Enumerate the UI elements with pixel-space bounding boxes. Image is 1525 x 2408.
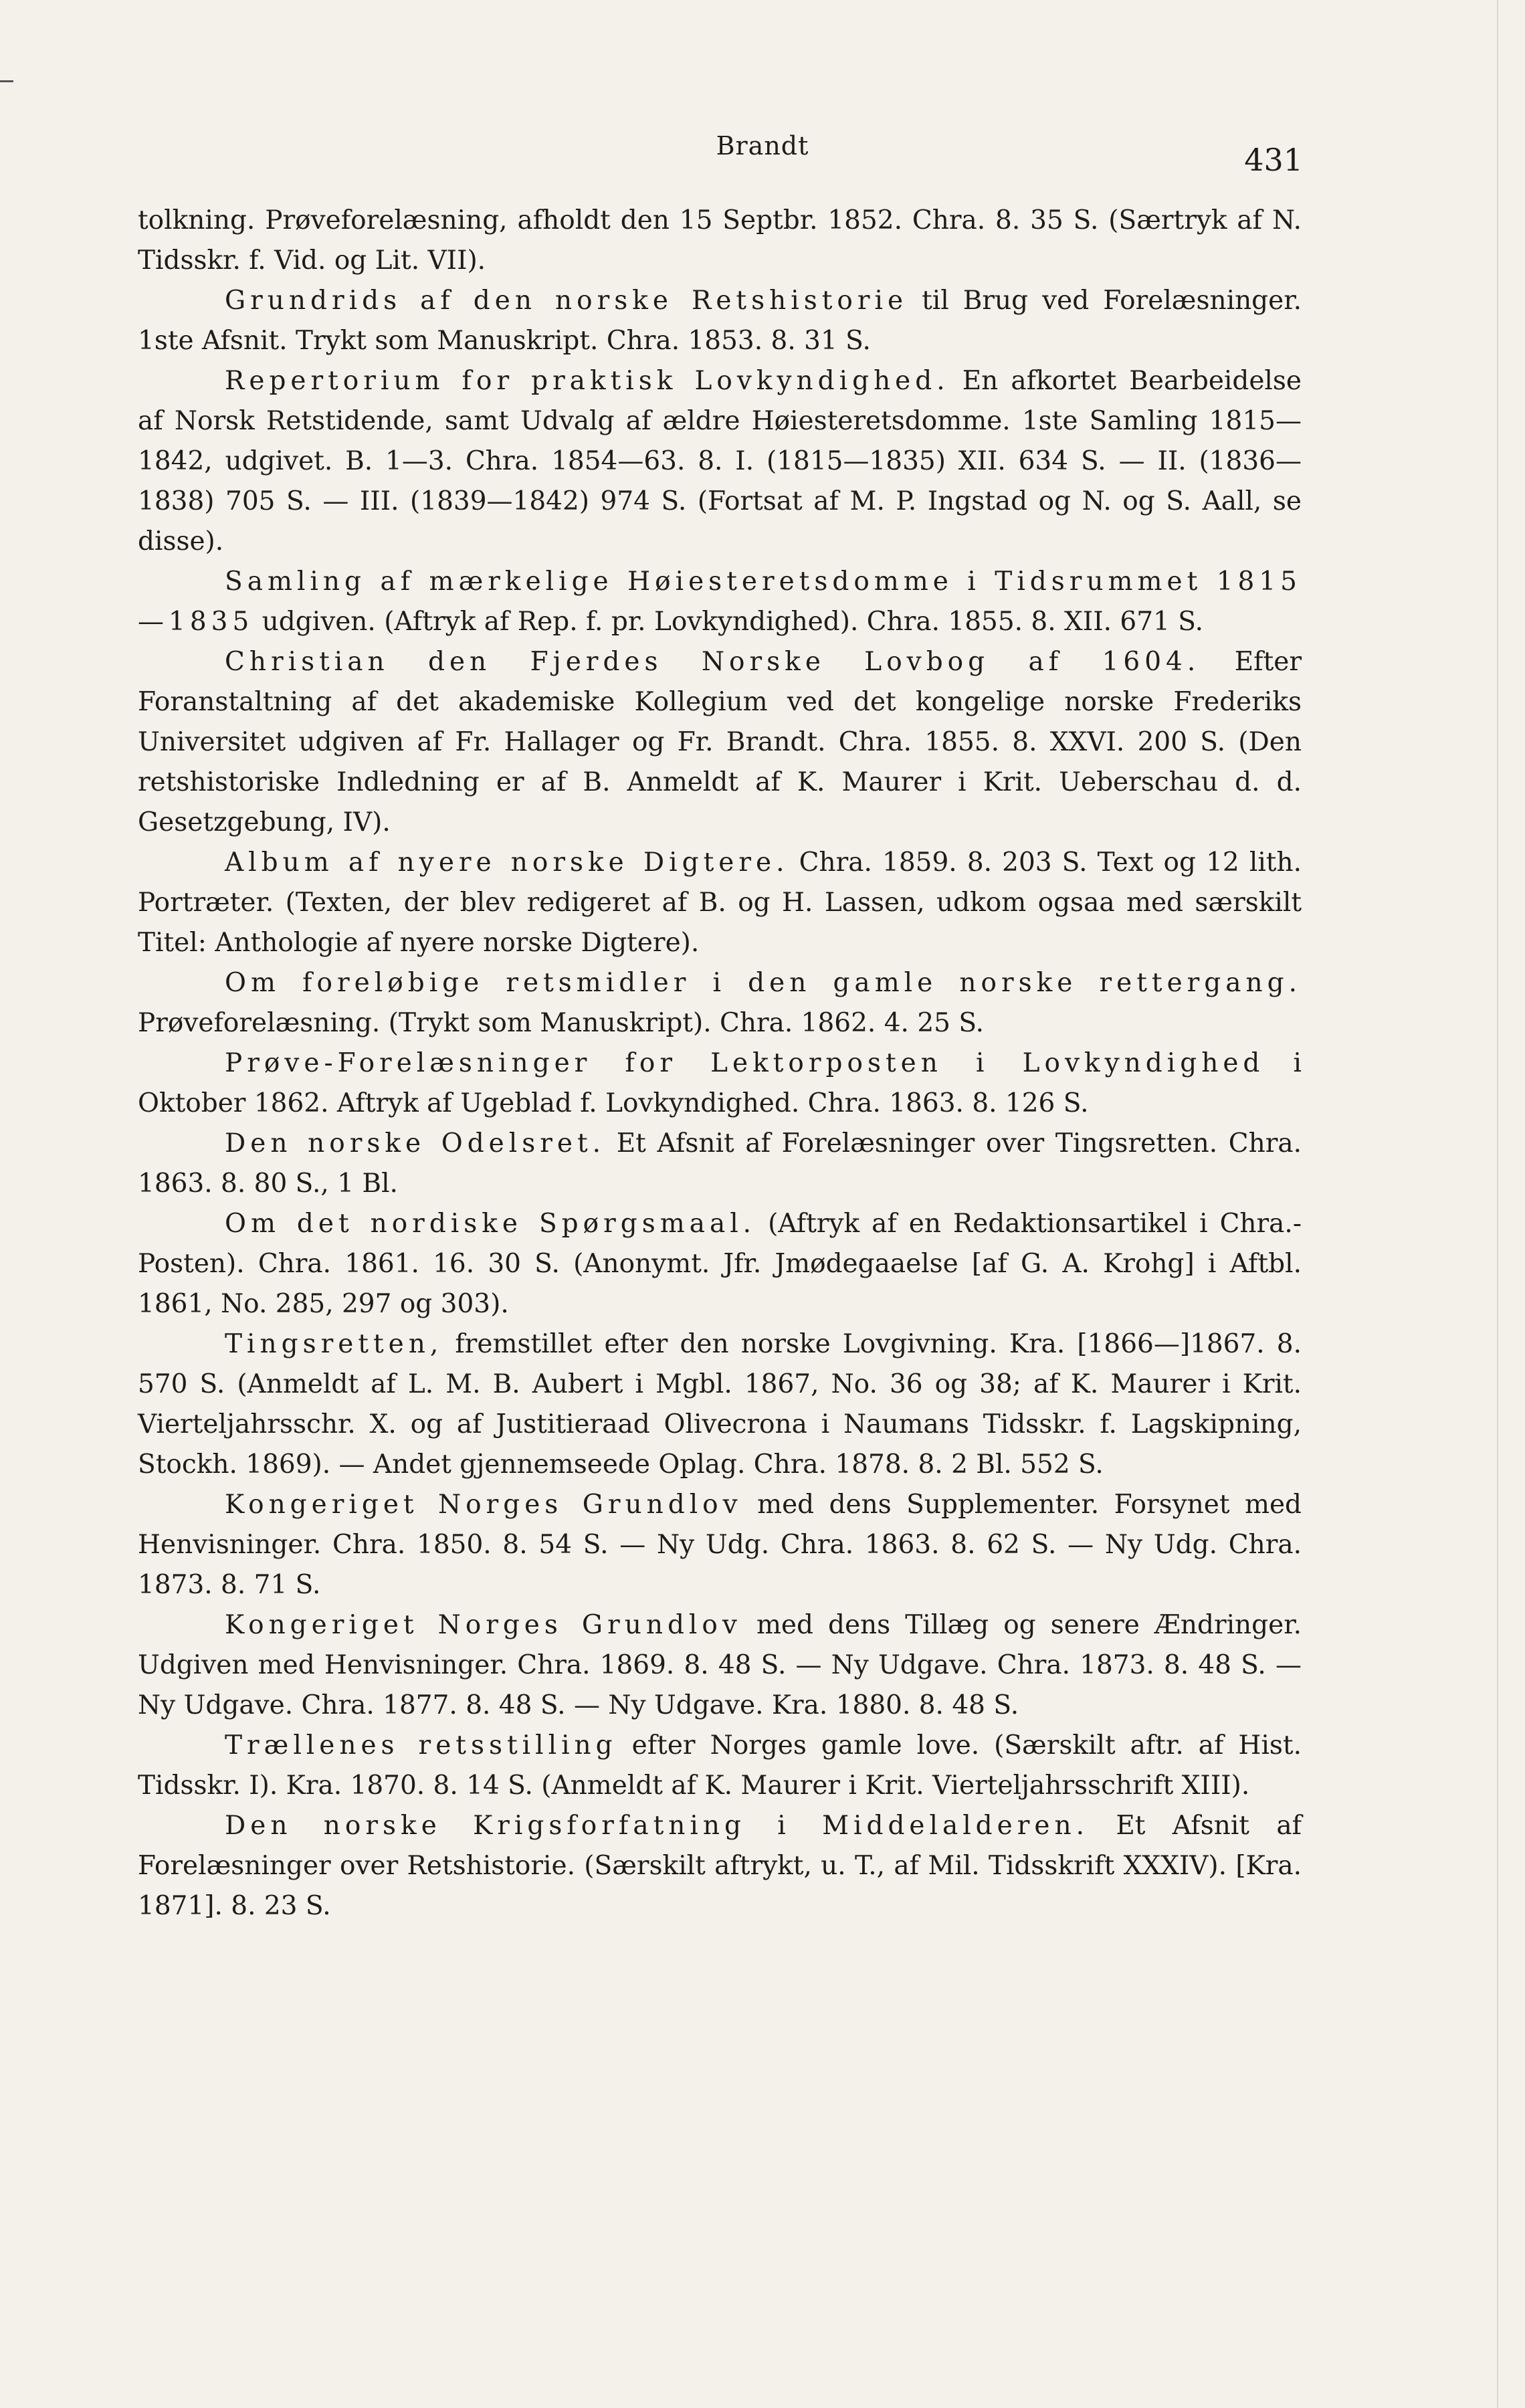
entry-text: Et Afsnit af Forelæsninger over Retshistorie. (Særskilt aftrykt, u. T., af Mil. Tidsskrift XXXIV). [Kra. 1871]. 8. 23 S.: [138, 1811, 1302, 1921]
entry-text: i Oktober 1862. Aftryk af Ugeblad f. Lovkyndighed. Chra. 1863. 8. 126 S.: [138, 1048, 1302, 1118]
bibliography-entry: [138, 1726, 1302, 1806]
entry-title: Christian den Fjerdes Norske Lovbog af 1604.: [225, 647, 1201, 677]
bibliography-entry: [138, 281, 1302, 361]
entry-title: Tingsretten,: [225, 1329, 443, 1359]
bibliography-entry: [138, 1324, 1302, 1485]
entry-text: Chra. 1859. 8. 203 S. Text og 12 lith. Portræter. (Texten, der blev redigeret af B. og H. Lassen, udkom ogsaa med særskilt Titel: Anthologie af nyere norske Digtere).: [138, 847, 1302, 958]
entry-title: Den norske Krigsforfatning i Middelalderen.: [225, 1811, 1089, 1841]
entry-title: Samling af mærkelige Høiesteretsdomme i Tidsrummet 1815—1835: [138, 567, 1302, 637]
entry-title: Om det nordiske Spørgsmaal.: [225, 1209, 756, 1239]
entry-title: Om foreløbige retsmidler i den gamle norske rettergang.: [225, 968, 1302, 998]
entry-title: Trællenes retsstilling: [225, 1730, 617, 1761]
bibliography-entry: [138, 361, 1302, 562]
entry-text: Efter Foranstaltning af det akademiske Kollegium ved det kongelige norske Frederiks Universitet udgiven af Fr. Hallager og Fr. Brandt. Chra. 1855. 8. XXVI. 200 S. (Den retshistoriske Indledning er af B. Anmeldt af K. Maurer i Krit. Ueberschau d. d. Gesetzgebung, IV).: [138, 647, 1302, 837]
bibliography-entry: [138, 642, 1302, 843]
entry-title: Repertorium for praktisk Lovkyndighed.: [225, 366, 950, 396]
entry-text: med dens Supplementer. Forsynet med Henvisninger. Chra. 1850. 8. 54 S. — Ny Udg. Chra. 1863. 8. 62 S. — Ny Udg. Chra. 1873. 8. 71 S.: [138, 1490, 1302, 1600]
entry-text: Et Afsnit af Forelæsninger over Tingsretten. Chra. 1863. 8. 80 S., 1 Bl.: [138, 1128, 1302, 1199]
entry-text: udgiven. (Aftryk af Rep. f. pr. Lovkyndighed). Chra. 1855. 8. XII. 671 S.: [262, 607, 1203, 637]
entry-text: med dens Tillæg og senere Ændringer. Udgiven med Henvisninger. Chra. 1869. 8. 48 S. — Ny Udgave. Chra. 1873. 8. 48 S. — Ny Udgave. Chra. 1877. 8. 48 S. — Ny Udgave. Kra. 1880. 8. 48 S.: [138, 1610, 1302, 1720]
entry-title: Kongeriget Norges Grundlov: [225, 1610, 742, 1640]
entry-text: tolkning. Prøveforelæsning, afholdt den 15 Septbr. 1852. Chra. 8. 35 S. (Særtryk af N. Tidsskr. f. Vid. og Lit. VII).: [138, 205, 1302, 276]
entry-text: fremstillet efter den norske Lovgivning. Kra. [1866—]1867. 8. 570 S. (Anmeldt af L. M. B. Aubert i Mgbl. 1867, No. 36 og 38; af K. Maurer i Krit. Vierteljahrsschr. X. og af Justitieraad Olivecrona i Naumans Tidsskr. f. Lagskipning, Stockh. 1869). — Andet gjennemseede Oplag. Chra. 1878. 8. 2 Bl. 552 S.: [138, 1329, 1302, 1480]
page-number: 431: [1244, 142, 1303, 178]
entry-text: til Brug ved Forelæsninger. 1ste Afsnit. Trykt som Manuskript. Chra. 1853. 8. 31 S.: [138, 286, 1302, 356]
page-edge: [1497, 0, 1498, 2408]
bibliography-entry: [138, 1806, 1302, 1926]
bibliography-list: [138, 201, 1302, 1926]
bibliography-entry: [138, 1043, 1302, 1124]
bibliography-entry: [138, 843, 1302, 963]
scan-mark: [0, 80, 13, 82]
entry-title: Kongeriget Norges Grundlov: [225, 1490, 742, 1520]
bibliography-entry: [138, 201, 1302, 281]
entry-text: En afkortet Bearbeidelse af Norsk Retstidende, samt Udvalg af ældre Høiesteretsdomme. 1ste Samling 1815—1842, udgivet. B. 1—3. Chra. 1854—63. 8. I. (1815—1835) XII. 634 S. — II. (1836—1838) 705 S. — III. (1839—1842) 974 S. (Fortsat af M. P. Ingstad og N. og S. Aall, se disse).: [138, 366, 1302, 557]
running-head: Brandt: [716, 131, 809, 161]
bibliography-entry: [138, 1485, 1302, 1605]
entry-text: efter Norges gamle love. (Særskilt aftr. af Hist. Tidsskr. I). Kra. 1870. 8. 14 S. (Anmeldt af K. Maurer i Krit. Vierteljahrsschrift XIII).: [138, 1730, 1302, 1801]
bibliography-entry: [138, 1124, 1302, 1204]
entry-title: Album af nyere norske Digtere.: [225, 847, 789, 878]
bibliography-entry: [138, 1204, 1302, 1324]
entry-title: Den norske Odelsret.: [225, 1128, 606, 1159]
entry-text: (Aftryk af en Redaktionsartikel i Chra.-Posten). Chra. 1861. 16. 30 S. (Anonymt. Jfr. Jmødegaaelse [af G. A. Krohg] i Aftbl. 1861, No. 285, 297 og 303).: [138, 1209, 1302, 1319]
bibliography-entry: [138, 963, 1302, 1043]
bibliography-entry: [138, 1605, 1302, 1726]
entry-title: Prøve-Forelæsninger for Lektorposten i Lovkyndighed: [225, 1048, 1265, 1078]
entry-text: Prøveforelæsning. (Trykt som Manuskript). Chra. 1862. 4. 25 S.: [138, 1008, 985, 1038]
entry-title: Grundrids af den norske Retshistorie: [225, 286, 908, 316]
bibliography-entry: [138, 562, 1302, 642]
